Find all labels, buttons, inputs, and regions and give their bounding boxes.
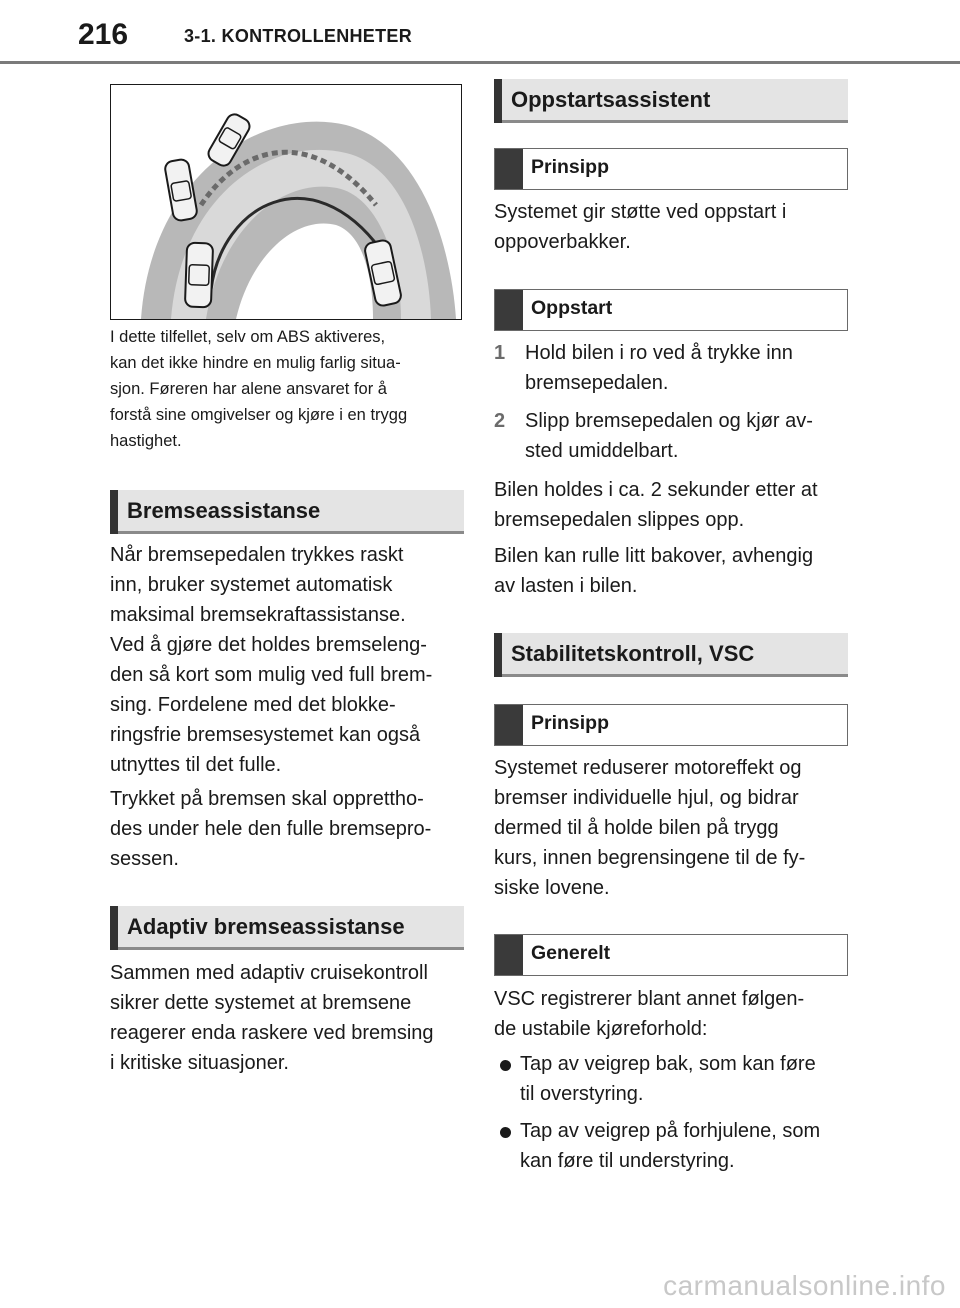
subheading-prinsipp: Prinsipp <box>494 148 848 190</box>
bullet-dot-icon <box>500 1127 511 1138</box>
step-item: 2 Slipp bremsepedalen og kjør av- sted umiddelbart. <box>494 410 813 462</box>
paragraph: Systemet reduserer motoreffekt og bremser individuelle hjul, og bidrar dermed til å holde bilen på trygg kurs, innen begrensingene til de fy- siske lovene. <box>494 757 806 899</box>
section-heading-bremseassistanse: Bremseassistanse <box>110 490 464 534</box>
section-heading-adaptiv: Adaptiv bremseassistanse <box>110 906 464 950</box>
bullet-item: Tap av veigrep på forhjulene, som kan føre til understyring. <box>494 1116 850 1176</box>
car-icon <box>164 158 198 221</box>
subheading-generelt: Generelt <box>494 934 848 976</box>
car-icon <box>185 243 213 308</box>
paragraph: Når bremsepedalen trykkes raskt inn, bruker systemet automatisk maksimal bremsekraftassistanse. Ved å gjøre det holdes bremseleng- den så kort som mulig ved full brem- sing. Fordelene med det blokke- ringsfrie bremsesystemet kan også utnyttes til det fulle. <box>110 544 433 776</box>
paragraph: VSC registrerer blant annet følgen- de ustabile kjøreforhold: <box>494 988 805 1040</box>
section-heading-vsc: Stabilitetskontroll, VSC <box>494 633 848 677</box>
bullet-item: Tap av veigrep bak, som kan føre til overstyring. <box>494 1049 850 1109</box>
figure-caption: I dette tilfellet, selv om ABS aktiveres, kan det ikke hindre en mulig farlig situa- sjon. Føreren har alene ansvaret for å forstå sine omgivelser og kjøre i en trygg hastighet. <box>110 328 408 450</box>
subheading-oppstart: Oppstart <box>494 289 848 331</box>
page-number: 216 <box>78 18 129 51</box>
section-heading-oppstartsassistent: Oppstartsassistent <box>494 79 848 123</box>
chapter-title: 3-1. KONTROLLENHETER <box>184 26 413 46</box>
paragraph: Systemet gir støtte ved oppstart i oppoverbakker. <box>494 201 787 253</box>
paragraph: Bilen holdes i ca. 2 sekunder etter at bremsepedalen slippes opp. <box>494 479 818 531</box>
header-rule <box>0 61 960 64</box>
bullet-dot-icon <box>500 1060 511 1071</box>
paragraph: Sammen med adaptiv cruisekontroll sikrer dette systemet at bremsene reagerer enda raskere ved bremsing i kritiske situasjoner. <box>110 962 434 1074</box>
paragraph: Bilen kan rulle litt bakover, avhengig av lasten i bilen. <box>494 545 814 597</box>
car-skid-curve-illustration <box>110 84 462 320</box>
subheading-prinsipp: Prinsipp <box>494 704 848 746</box>
paragraph: Trykket på bremsen skal opprettho- des under hele den fulle bremsepro- sessen. <box>110 788 432 870</box>
step-item: 1 Hold bilen i ro ved å trykke inn bremsepedalen. <box>494 342 793 394</box>
watermark: carmanualsonline.info <box>663 1270 946 1301</box>
